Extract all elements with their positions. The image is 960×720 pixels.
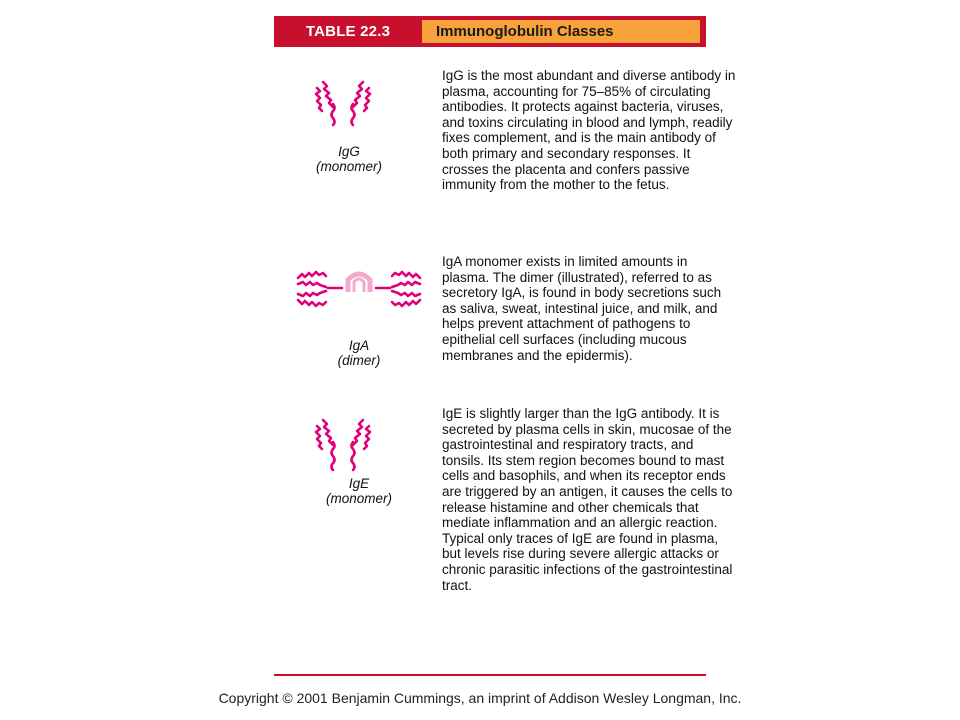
table-label: TABLE 22.3: [305, 23, 391, 40]
ige-caption: [299, 476, 419, 506]
table-title: Immunoglobulin Classes: [422, 20, 700, 43]
iga-form: (dimer): [337, 353, 381, 368]
copyright-notice: Copyright © 2001 Benjamin Cummings, an imprint of Addison Wesley Longman, Inc.: [218, 690, 742, 706]
iga-dimer-icon: [294, 264, 424, 334]
ige-name: IgE: [348, 476, 370, 491]
iga-name: IgA: [348, 338, 370, 353]
iga-caption: [299, 338, 419, 368]
ige-form: (monomer): [325, 491, 392, 506]
igg-monomer-icon: [309, 78, 419, 138]
table-row-igg: [274, 68, 736, 240]
igg-name: IgG: [338, 144, 360, 159]
table-bottom-rule: [274, 674, 706, 676]
igg-caption: [289, 144, 409, 174]
ige-description: IgE is slightly larger than the IgG antibody. It is secreted by plasma cells in skin, mucosae of the gastrointestinal and respiratory tracts, and tonsils. Its stem region becomes bound to mast cells and basophils, and when its receptor ends are triggered by an antigen, it causes the cells to release histamine and other chemicals that mediate inflammation and an allergic reaction. Typical only traces of IgE are found in plasma, but levels rise during severe allergic attacks or chronic parasitic infections of the gastrointestinal tract.: [442, 406, 733, 593]
table-row-ige: [274, 406, 733, 666]
iga-description: IgA monomer exists in limited amounts in plasma. The dimer (illustrated), referred to as secretory IgA, is found in body secretions such as saliva, sweat, intestinal juice, and milk, and helps prevent attachment of pathogens to epithelial cell surfaces (including mucous membranes and the epidermis).: [442, 254, 722, 363]
igg-description: IgG is the most abundant and diverse antibody in plasma, accounting for 75–85% of circulating antibodies. It protects against bacteria, viruses, and toxins circulating in blood and lymph, readily fixes complement, and is the main antibody of both primary and secondary responses. It crosses the placenta and confers passive immunity from the mother to the fetus.: [442, 68, 736, 193]
table-header: [274, 16, 706, 47]
table-row-iga: [274, 254, 724, 404]
igg-form: (monomer): [315, 159, 382, 174]
